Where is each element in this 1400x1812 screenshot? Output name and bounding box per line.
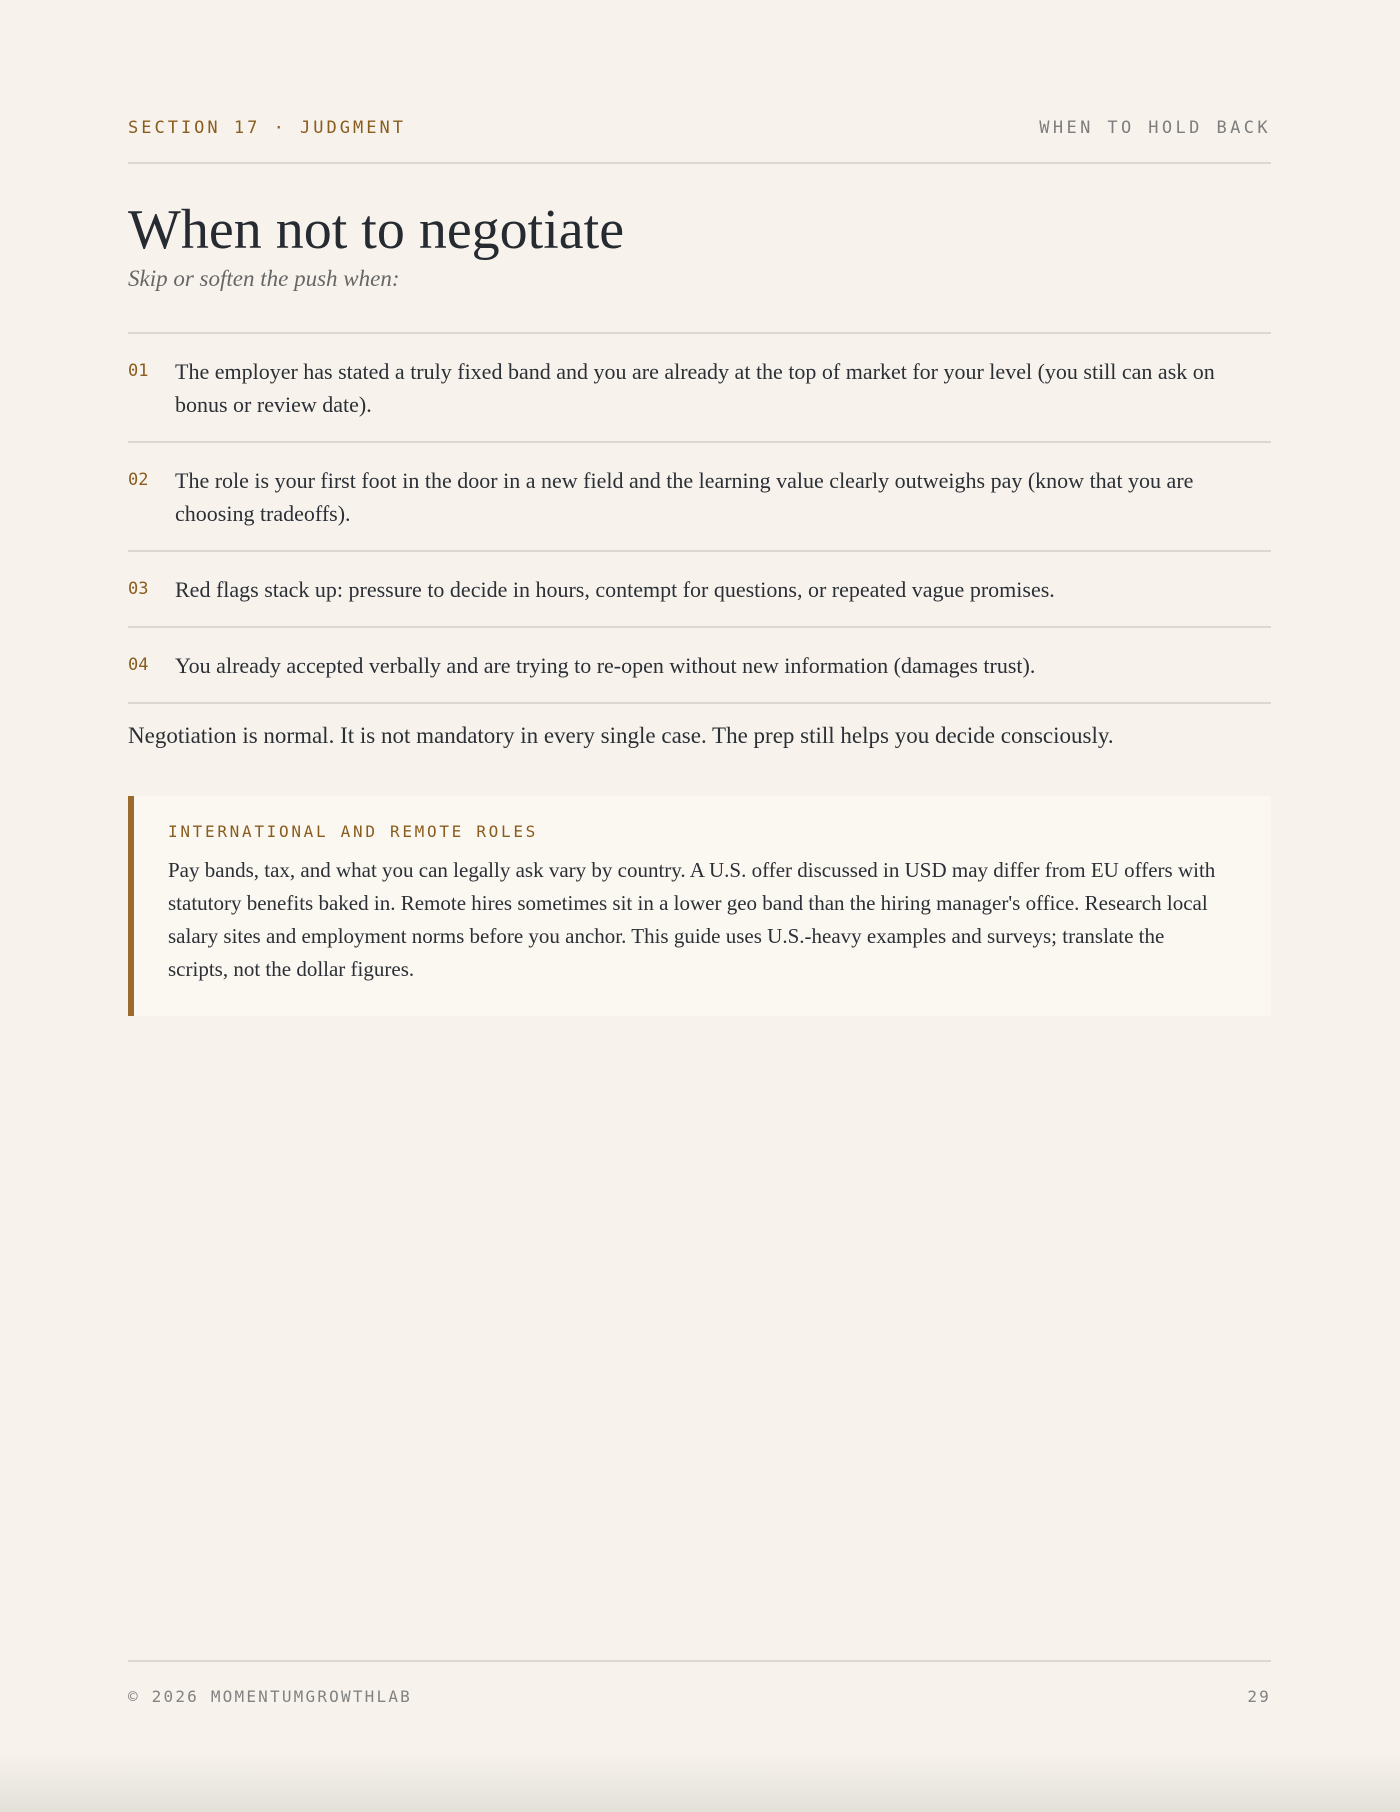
page-subtitle: Skip or soften the push when: [128, 266, 400, 291]
item-number: 02 [128, 470, 149, 490]
closing-note: Negotiation is normal. It is not mandatory in every single case. The prep still helps you decide consciously. [128, 723, 1114, 748]
list-item [128, 628, 1271, 704]
callout-box [128, 796, 1271, 1016]
item-text: You already accepted verbally and are trying to re-open without new information (damages trust). [175, 653, 1036, 678]
item-number: 04 [128, 655, 149, 675]
page-title: When not to negotiate [128, 199, 625, 261]
item-text: The role is your first foot in the door in a new field and the learning value clearly outweighs pay (know that you are choosing tradeoffs). [175, 468, 1194, 526]
section-label: SECTION 17 · JUDGMENT [128, 118, 406, 138]
list-item [128, 334, 1271, 443]
page-header [128, 118, 1271, 164]
item-text: The employer has stated a truly fixed band and you are already at the top of market for your level (you still can ask on bonus or review date). [175, 359, 1215, 417]
page-number: 29 [1247, 1687, 1271, 1706]
document-page [128, 0, 1271, 1812]
reasons-list [128, 332, 1271, 704]
list-item [128, 443, 1271, 552]
item-number: 03 [128, 579, 149, 599]
page-footer [128, 1660, 1271, 1706]
bottom-shadow [0, 1752, 1400, 1812]
running-head: WHEN TO HOLD BACK [1039, 118, 1271, 138]
item-number: 01 [128, 361, 149, 381]
callout-body: Pay bands, tax, and what you can legally ask vary by country. A U.S. offer discussed in USD may differ from EU offers with statutory benefits baked in. Remote hires sometimes sit in a lower geo band than the hiring manager's office. Research local salary sites and employment norms before you anchor. This guide uses U.S.-heavy examples and surveys; translate the scripts, not the dollar figures. [168, 858, 1216, 981]
item-text: Red flags stack up: pressure to decide in hours, contempt for questions, or repeated vague promises. [175, 577, 1055, 602]
callout-label: INTERNATIONAL AND REMOTE ROLES [168, 822, 538, 841]
footer-copyright: © 2026 MOMENTUMGROWTHLAB [128, 1687, 412, 1706]
list-item [128, 552, 1271, 628]
